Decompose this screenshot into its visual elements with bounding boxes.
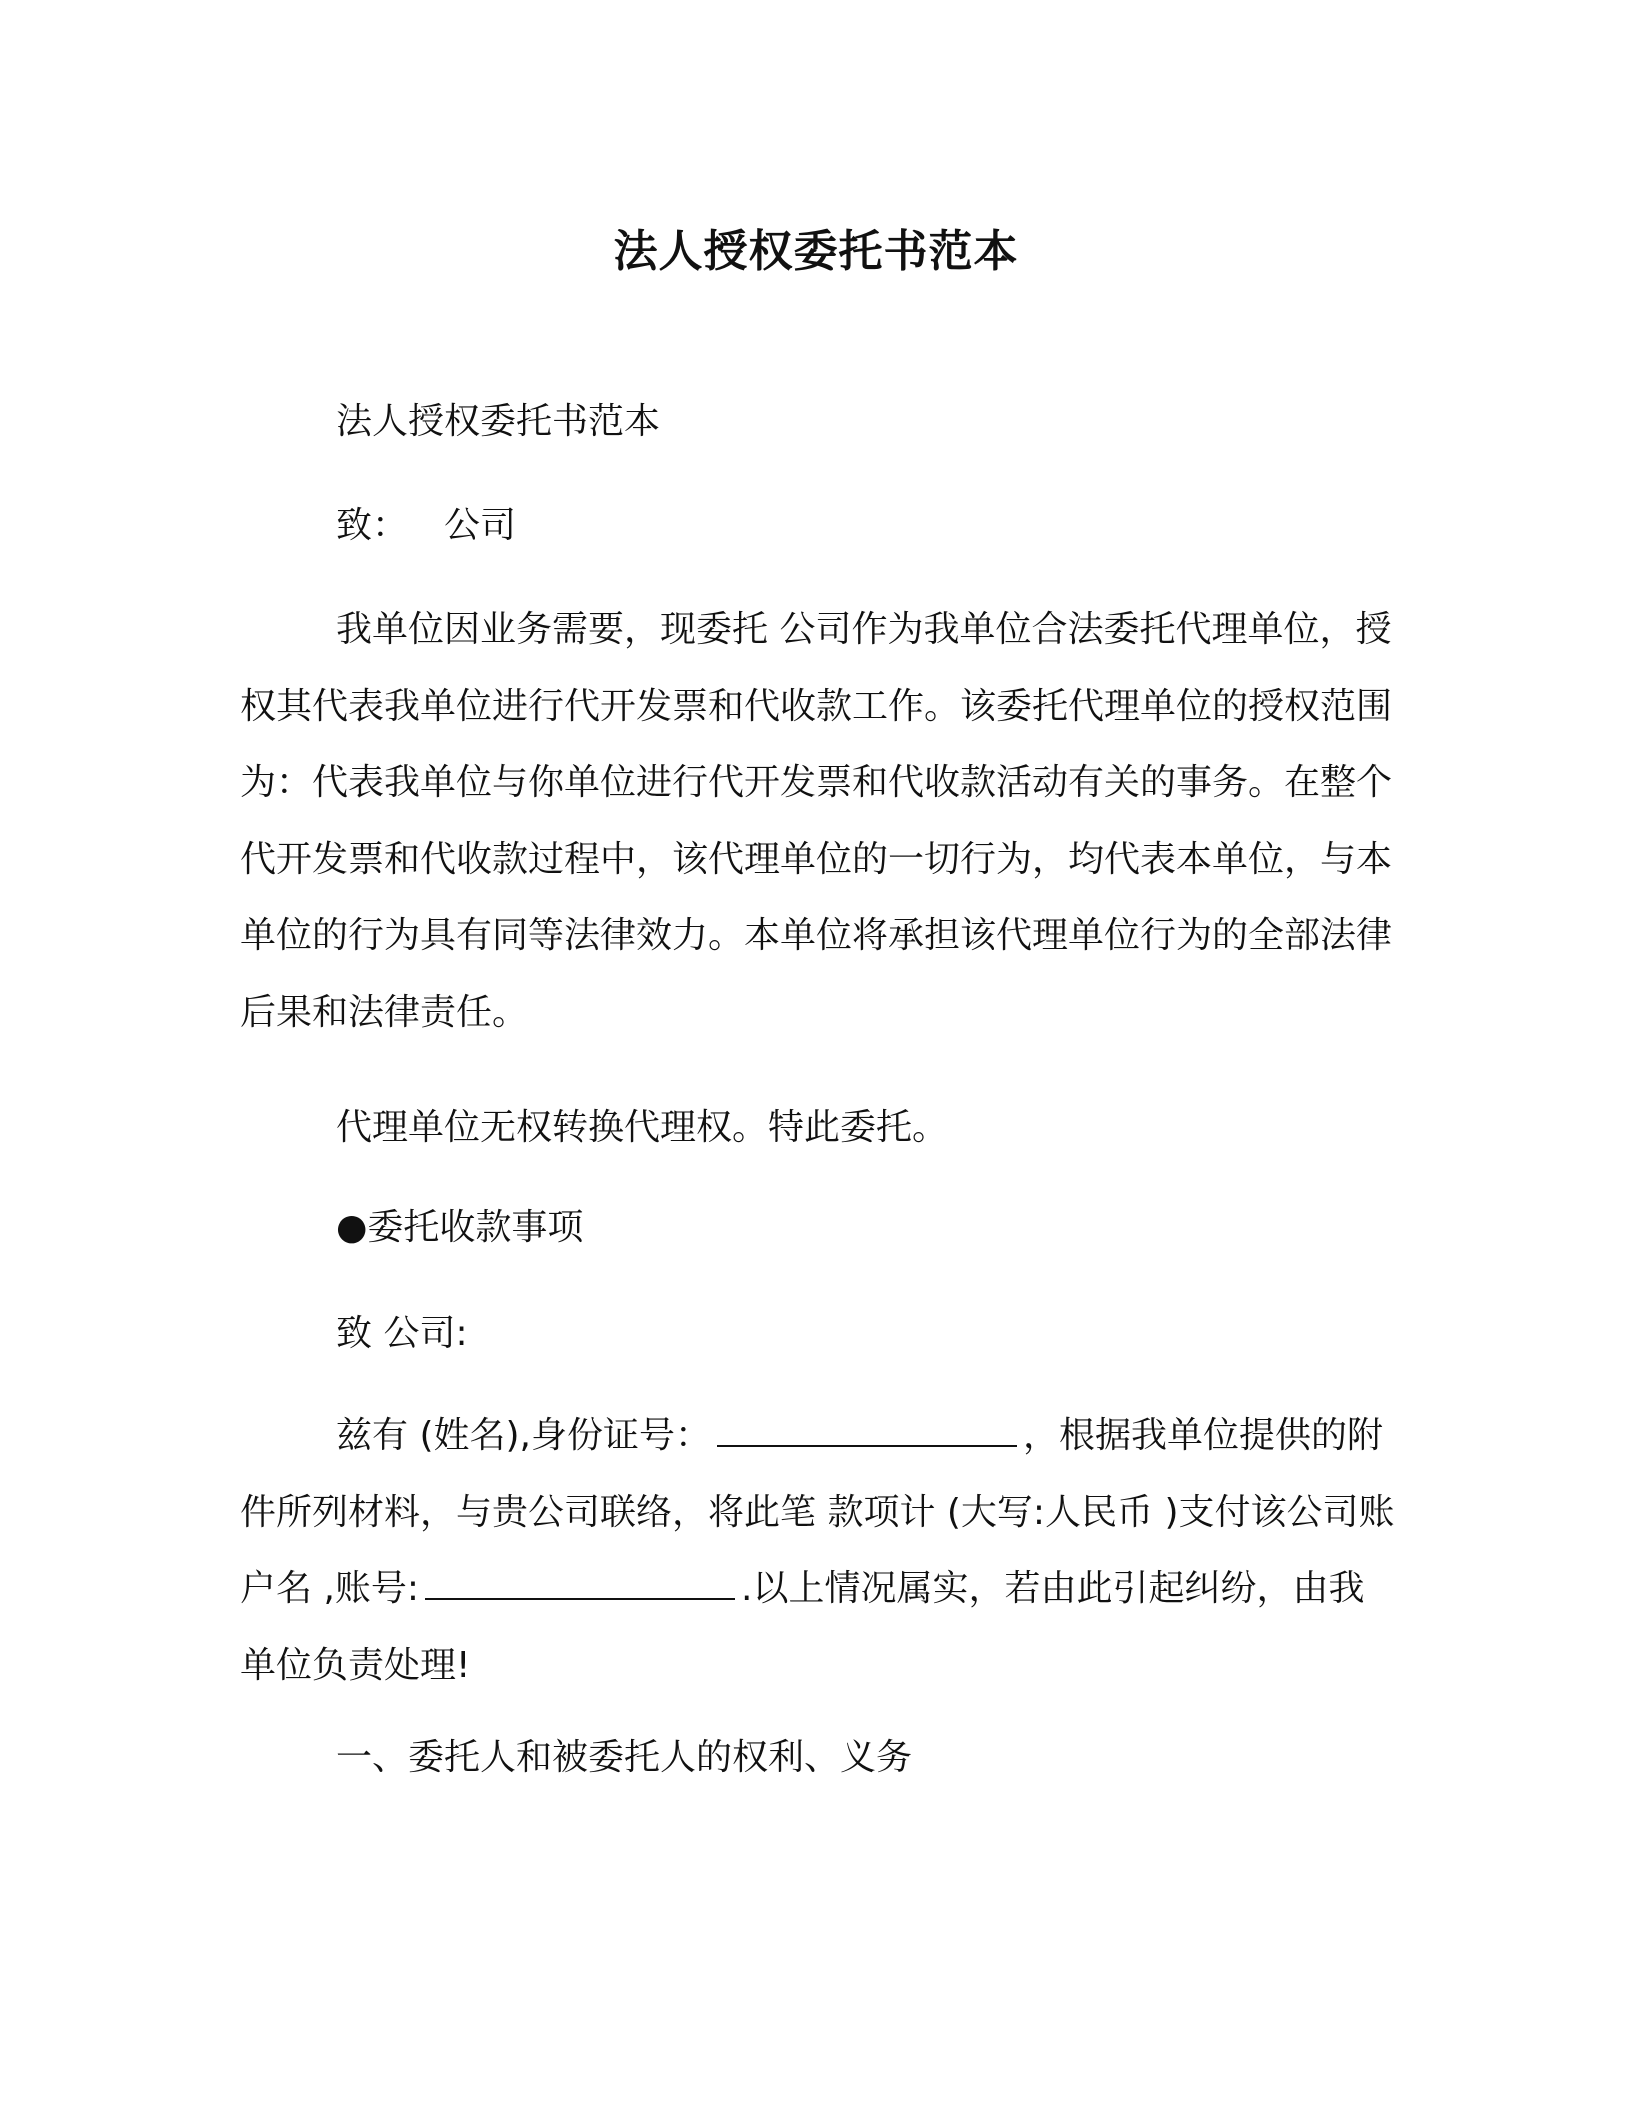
addressee-line-2: 致 公司: [336,1313,468,1354]
addressee-line [336,488,1400,565]
collection-paragraph [240,1398,1400,1704]
id-number-blank [717,1415,1017,1447]
no-transfer-paragraph: 代理单位无权转换代理权。特此委托。 [336,1107,949,1148]
collection-text-part3: .以上情况属实，若由此引起纠纷，由我单位负责处理! [240,1568,1365,1686]
addressee-company: 公司 [444,505,517,546]
collection-text-part1: 兹有 (姓名),身份证号： [336,1415,711,1456]
collection-text-part2: ，根据我单位提供的附件所列材料，与贵公司联络，将此笔 款项计 (大写:人民币 )支付该公司账户名 ,账号: [240,1415,1395,1609]
authorization-paragraph: 我单位因业务需要，现委托 公司作为我单位合法委托代理单位，授权其代表我单位进行代开发票和代收款工作。该委托代理单位的授权范围为：代表我单位与你单位进行代开发票和代收款活动有关的事务。在整个代开发票和代收款过程中，该代理单位的一切行为，均代表本单位，与本单位的行为具有同等法律效力。本单位将承担该代理单位行为的全部法律后果和法律责任。 [240,609,1393,1033]
account-number-blank [425,1568,735,1600]
section-entrusted-collection: ●委托收款事项 [336,1207,584,1248]
document-title: 法人授权委托书范本 [613,226,1019,277]
rights-obligations-heading: 一、委托人和被委托人的权利、义务 [336,1737,913,1778]
document-subtitle: 法人授权委托书范本 [336,401,661,442]
addressee-label: 致： [336,505,409,546]
